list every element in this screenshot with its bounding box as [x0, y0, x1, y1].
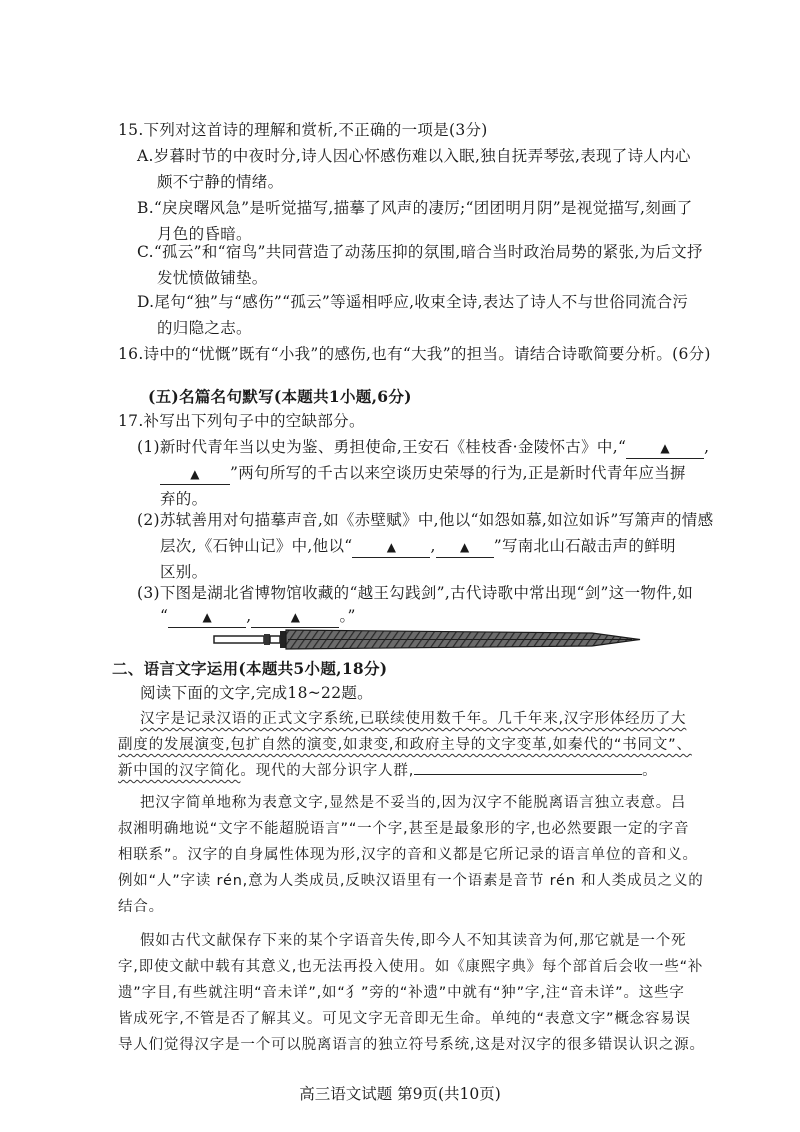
q15-option-a-line1: A.岁暮时节的中夜时分,诗人因心怀感伤难以入眠,独自抚弄琴弦,表现了诗人内心 [137, 147, 691, 165]
q15-option-b-line1: B.“戾戾曙风急”是听觉描写,描摹了风声的凄厉;“团团明月阴”是视觉描写,刻画了 [137, 199, 693, 217]
blank-marker-icon: ▲ [386, 540, 397, 554]
q17-stem: 17.补写出下列句子中的空缺部分。 [118, 412, 365, 430]
blank-marker-icon: ▲ [290, 610, 301, 624]
q15-option-d-line1: D.尾句“独”与“感伤”“孤云”等遥相呼应,收束全诗,表达了诗人不与世俗同流合污 [137, 293, 689, 311]
q15-option-b-line2: 月色的昏暗。 [157, 225, 252, 243]
blank-marker-icon: ▲ [190, 467, 200, 481]
answer-blank-2[interactable] [160, 463, 230, 485]
q17-item2-line2 [160, 533, 676, 559]
passage-p3-line2: 字,即使文献中载有其意义,也无法再投入使用。如《康熙字典》每个部首后会收一些“补 [118, 959, 704, 975]
passage-p2-line5: 结合。 [118, 899, 164, 915]
answer-blank-1[interactable] [626, 437, 704, 459]
yue-wang-goujian-sword-image [212, 624, 644, 656]
answer-blank-7[interactable] [414, 774, 642, 775]
q17-item1-suffix: ”两句所写的千古以来空谈历史荣辱的行为,正是新时代青年应当摒 [230, 464, 686, 482]
q15-option-d-line2: 的归隐之志。 [157, 319, 252, 337]
q17-item3-open-quote: “ [160, 607, 169, 625]
passage-p2-line3: 相联系”。汉字的自身属性体现为形,汉字的音和义都是它所记录的语言单位的音和义。 [118, 847, 698, 863]
blank-marker-icon: ▲ [660, 441, 670, 455]
passage-p1-wavy-end: 新中国的汉字简化 [118, 763, 241, 779]
passage-p3-line3: 遗”字目,有些就注明“音未详”,如“犭”旁的“补遗”中就有“狆”字,注“音未详”。这些字 [118, 985, 685, 1001]
page-footer: 高三语文试题 第9页(共10页) [299, 1085, 501, 1103]
q17-item1-comma: , [704, 438, 710, 456]
passage-p1-line2: 副度的发展演变,包扩自然的演变,如隶变,和政府主导的文字变革,如秦代的“书同文”、 [118, 737, 692, 753]
q17-item2-comma: , [430, 537, 436, 555]
passage-p1-period: 。 [642, 763, 658, 779]
q17-item2-suffix: ”写南北山石敲击声的鲜明 [493, 537, 676, 555]
passage-p3-line4: 皆成死字,不管是否了解其义。可见文字无音即无生命。单纯的“表意文字”概念容易误 [118, 1011, 691, 1027]
q17-item1-line3: 弃的。 [160, 490, 208, 508]
blank-marker-icon: ▲ [202, 610, 212, 624]
passage-p1-line1: 汉字是记录汉语的正式文字系统,已联续使用数千年。几千年来,汉字形体经历了大 [140, 711, 687, 727]
q17-item3-line1: (3)下图是湖北省博物馆收藏的“越王勾践剑”,古代诗歌中常出现“剑”这一物件,如 [137, 584, 694, 602]
q15-option-a-line2: 颇不宁静的情绪。 [157, 173, 284, 191]
section-5-heading: (五)名篇名句默写(本题共1小题,6分) [148, 387, 412, 406]
q17-item2-line3: 区别。 [160, 563, 208, 581]
q17-item1-prefix: (1)新时代青年当以史为鉴、勇担使命,王安石《桂枝香·金陵怀古》中,“ [137, 438, 627, 456]
passage-p1-continue: 。现代的大部分识字人群, [240, 763, 415, 779]
q15-option-c-line1: C.“孤云”和“宿鸟”共同营造了动荡压抑的氛围,暗合当时政治局势的紧张,为后文抒 [137, 243, 703, 261]
q17-item3-comma: , [246, 607, 252, 625]
reading-intro: 阅读下面的文字,完成18~22题。 [140, 684, 373, 702]
passage-p3-line1: 假如古代文献保存下来的某个字语音失传,即今人不知其读音为何,那它就是一个死 [140, 933, 687, 949]
q17-item2-prefix: 层次,《石钟山记》中,他以“ [160, 537, 353, 555]
passage-p1-line3 [118, 758, 657, 784]
q17-item1-line2 [160, 460, 686, 486]
passage-p2-line2: 叔湘明确地说“文字不能超脱语言”“一个字,甚至是最象形的字,也必然要跟一定的字音 [118, 821, 690, 837]
blank-marker-icon: ▲ [459, 540, 470, 554]
passage-p2-line1: 把汉字简单地称为表意文字,显然是不妥当的,因为汉字不能脱离语言独立表意。吕 [140, 795, 687, 811]
answer-blank-4[interactable] [436, 536, 494, 558]
part-2-heading: 二、语言文字运用(本题共5小题,18分) [112, 659, 388, 678]
answer-blank-3[interactable] [352, 536, 430, 558]
q17-item1-line1 [137, 434, 709, 460]
q17-item2-line1: (2)苏轼善用对句描摹声音,如《赤壁赋》中,他以“如怨如慕,如泣如诉”写箫声的情感 [137, 511, 714, 529]
q15-stem: 15.下列对这首诗的理解和赏析,不正确的一项是(3分) [118, 121, 488, 139]
q16-stem: 16.诗中的“忧慨”既有“小我”的感伤,也有“大我”的担当。请结合诗歌简要分析。(6分) [118, 345, 711, 363]
q17-item3-close: 。” [339, 607, 356, 625]
passage-p3-line5: 导人们觉得汉字是一个可以脱离语言的独立符号系统,这是对汉字的很多错误认识之源。 [118, 1037, 705, 1053]
q15-option-c-line2: 发忧愤做铺垫。 [157, 269, 268, 287]
passage-p2-line4: 例如“人”字读 rén,意为人类成员,反映汉语里有一个语素是音节 rén 和人类成员之义的 [118, 873, 704, 889]
